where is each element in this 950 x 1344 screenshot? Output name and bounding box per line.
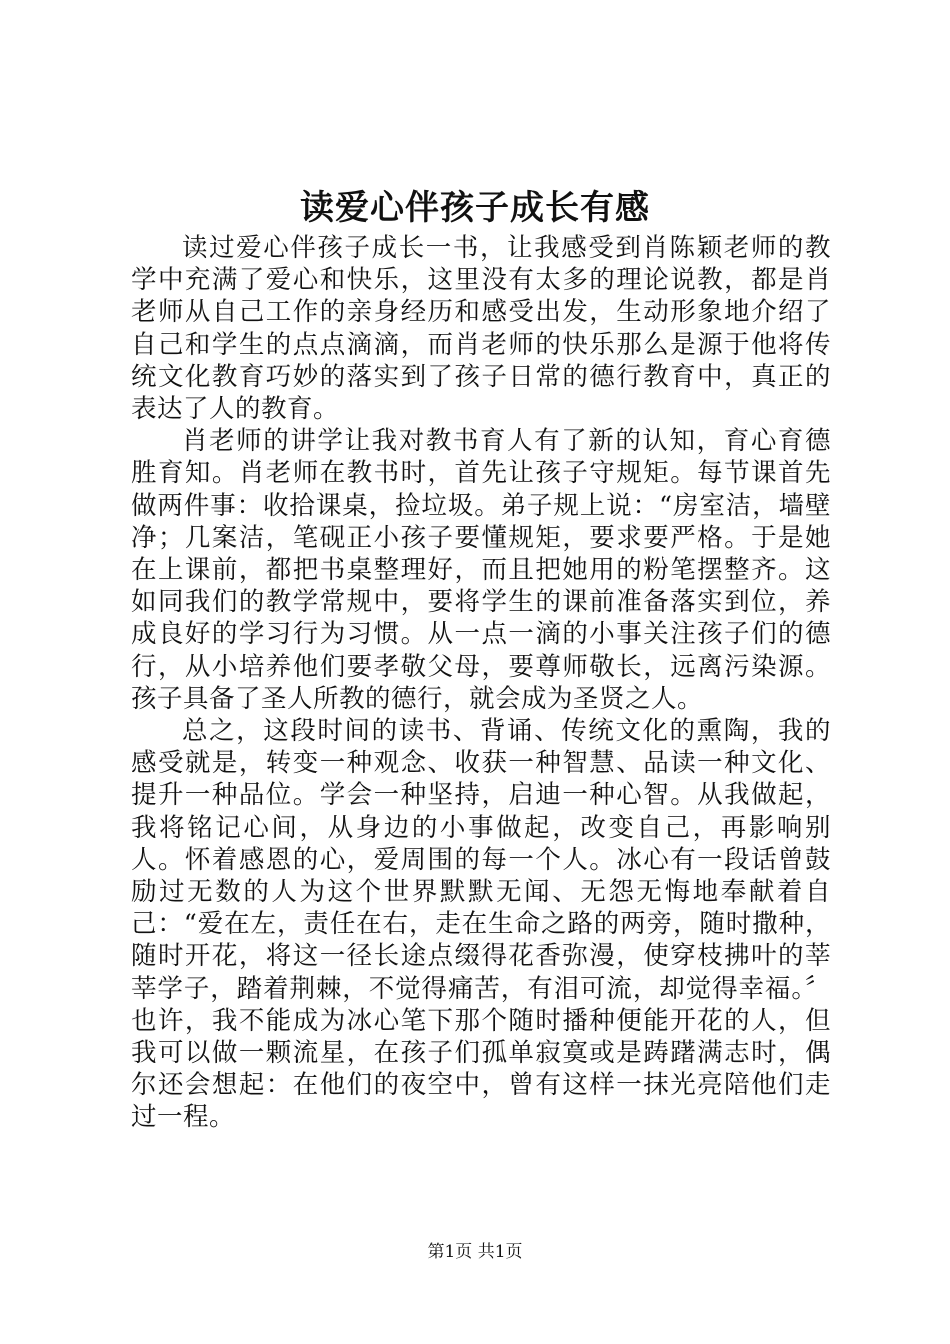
paragraph-1: 读过爱心伴孩子成长一书，让我感受到肖陈颖老师的教学中充满了爱心和快乐，这里没有太多的理论说教，都是肖老师从自己工作的亲身经历和感受出发，生动形象地介绍了自己和学生的点点滴滴，而肖老师的快乐那么是源于他将传统文化教育巧妙的落实到了孩子日常的德行教育中，真正的表达了人的教育。 xyxy=(131,233,831,425)
document-body xyxy=(131,232,831,1134)
paragraph-2: 肖老师的讲学让我对教书育人有了新的认知，育心育德胜育知。肖老师在教书时，首先让孩子守规矩。每节课首先做两件事：收拾课桌，捡垃圾。弟子规上说：“房室洁，墙壁净；几案洁，笔砚正小孩子要懂规矩，要求要严格。于是她在上课前，都把书桌整理好，而且把她用的粉笔摆整齐。这如同我们的教学常规中，要将学生的课前准备落实到位，养成良好的学习行为习惯。从一点一滴的小事关注孩子们的德行，从小培养他们要孝敬父母，要尊师敬长，远离污染源。孩子具备了圣人所教的德行，就会成为圣贤之人。 xyxy=(131,426,831,714)
page-footer: 第1页 共1页 xyxy=(427,1242,523,1262)
document-title: 读爱心伴孩子成长有感 xyxy=(300,188,650,228)
paragraph-3: 总之，这段时间的读书、背诵、传统文化的熏陶，我的感受就是，转变一种观念、收获一种智慧、品读一种文化、提升一种品位。学会一种坚持，启迪一种心智。从我做起，我将铭记心间，从身边的小事做起，改变自己，再影响别人。怀着感恩的心，爱周围的每一个人。冰心有一段话曾鼓励过无数的人为这个世界默默无闻、无怨无悔地奉献着自己：“爱在左，责任在右，走在生命之路的两旁，随时撒种，随时开花，将这一径长途点缀得花香弥漫，使穿枝拂叶的莘莘学子，踏着荆棘，不觉得痛苦，有泪可流，却觉得幸福。〞也许，我不能成为冰心笔下那个随时播种便能开花的人，但我可以做一颗流星，在孩子们孤单寂寞或是踌躇满志时，偶尔还会想起：在他们的夜空中，曾有这样一抹光亮陪他们走过一程。 xyxy=(131,716,831,1133)
